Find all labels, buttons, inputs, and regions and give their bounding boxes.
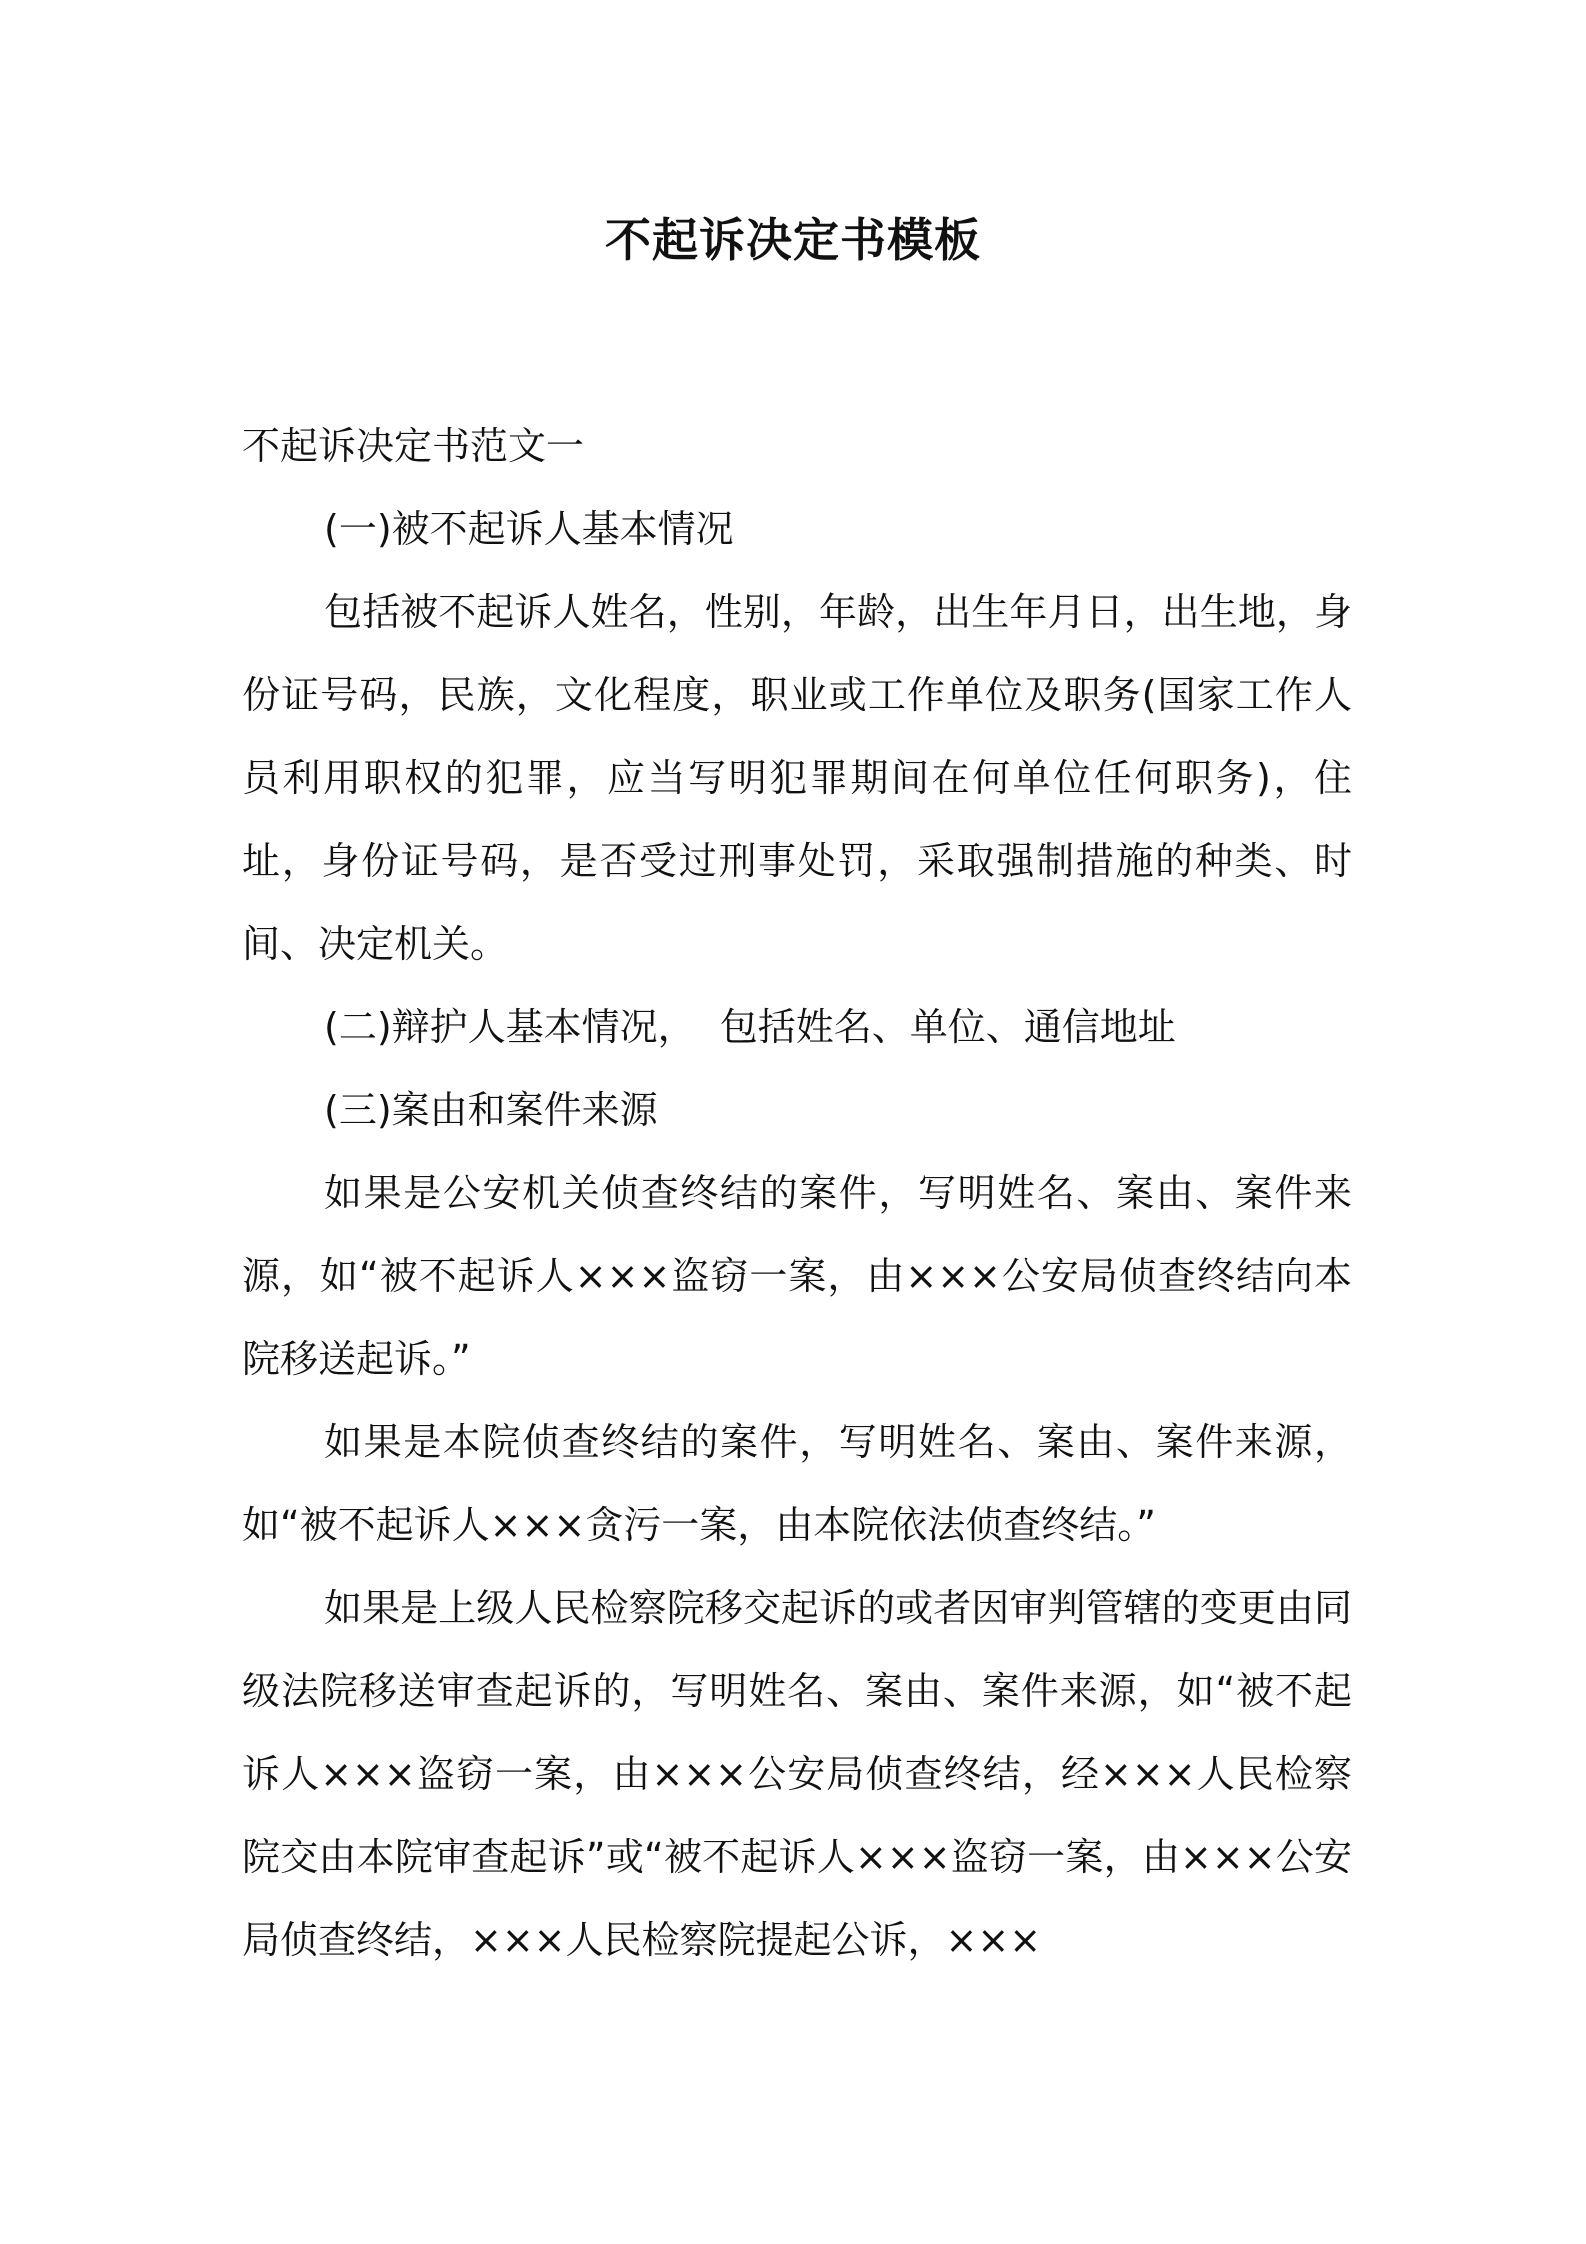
section-heading: 不起诉决定书范文一 [242, 424, 585, 468]
paragraph-subheading-1: (一)被不起诉人基本情况 [324, 507, 734, 551]
paragraph-procuratorate-case: 如果是本院侦查终结的案件，写明姓名、案由、案件来源，如“被不起诉人×××贪污一案，由本院依法侦查终结。” [242, 1420, 1352, 1547]
document-body [242, 405, 1352, 1982]
paragraph-subheading-2: (二)辩护人基本情况， 包括姓名、单位、通信地址 [324, 1005, 1176, 1049]
paragraph-police-case: 如果是公安机关侦查终结的案件，写明姓名、案由、案件来源，如“被不起诉人×××盗窃一案，由×××公安局侦查终结向本院移送起诉。” [242, 1171, 1352, 1381]
document-title: 不起诉决定书模板 [605, 213, 981, 267]
paragraph-transferred-case: 如果是上级人民检察院移交起诉的或者因审判管辖的变更由同级法院移送审查起诉的，写明姓名、案由、案件来源，如“被不起诉人×××盗窃一案，由×××公安局侦查终结，经×××人民检察院交由本院审查起诉”或“被不起诉人×××盗窃一案，由×××公安局侦查终结，×××人民检察院提起公诉，××× [242, 1586, 1352, 1962]
paragraph-subheading-3: (三)案由和案件来源 [324, 1088, 658, 1132]
paragraph-basic-info: 包括被不起诉人姓名，性别，年龄，出生年月日，出生地，身份证号码，民族，文化程度，职业或工作单位及职务(国家工作人员利用职权的犯罪，应当写明犯罪期间在何单位任何职务)，住址，身份证号码，是否受过刑事处罚，采取强制措施的种类、时间、决定机关。 [242, 590, 1352, 966]
